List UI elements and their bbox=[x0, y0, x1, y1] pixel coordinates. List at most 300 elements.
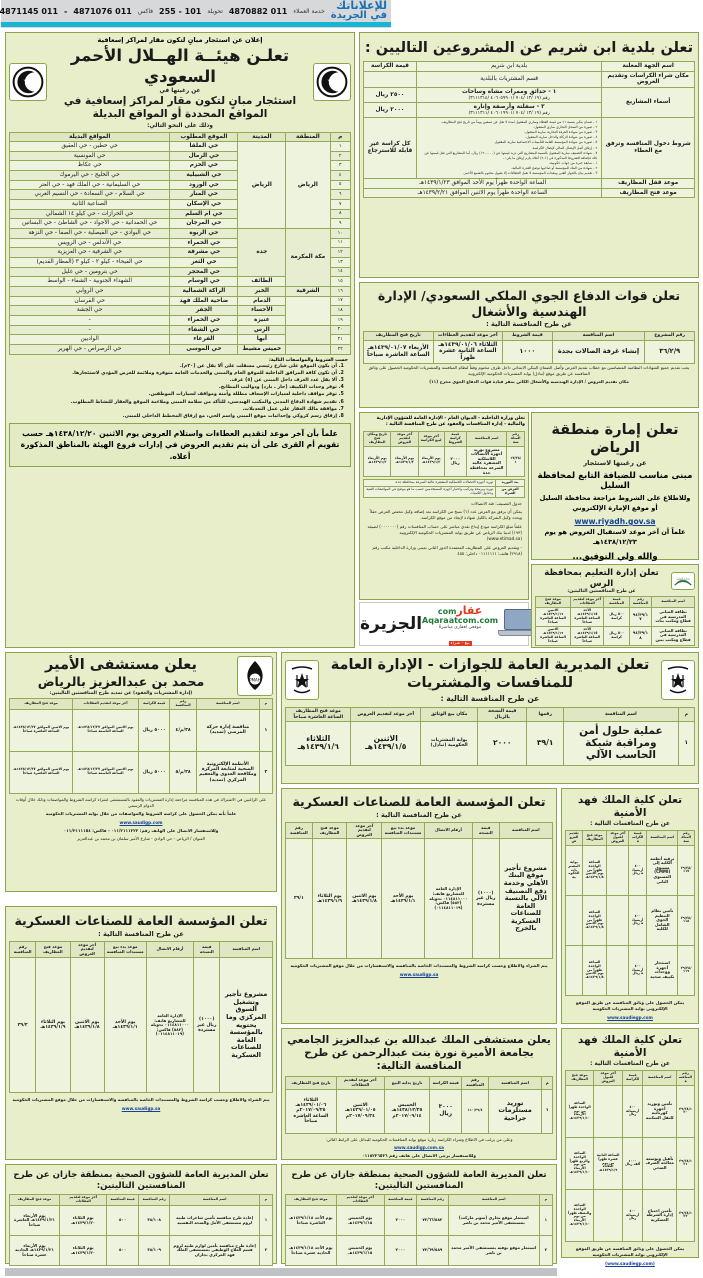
row-extra-nonrefundable: كل كراسة غير قابلة للاسترجاع bbox=[364, 117, 417, 178]
cell-accept-deadline bbox=[594, 1085, 622, 1137]
red-crescent-title: تعلـن هيئــة الهــلال الأحمر السعودي bbox=[70, 46, 290, 86]
cell-required-location: حي الحمراء bbox=[170, 238, 238, 248]
col-tender-number: رقم المنافسة bbox=[629, 597, 651, 608]
cell-required-location: حي الإسكان bbox=[170, 200, 238, 210]
cell-accept-deadline: الساعة الثانية عشرة ظهراً من يوم الثلاثاء ١٤٣٩/١/٩هـ bbox=[594, 1137, 622, 1189]
cell-tender-name: مشروع تأجير موقع البنك الأهلي وخدمة دفع التصنيف الآلي بالنسبة العامة للصناعات العسكرية بالخرج bbox=[499, 839, 552, 959]
table-row bbox=[10, 1206, 273, 1236]
cell-bid-deadline: يوم الاثنين الموافق ١٤٣٨/١٢/٢٧هـ الساعة التاسعة صباحاً bbox=[73, 709, 139, 751]
cell-contact-numbers: الإدارة العامة للمشاريع هاتف: ٠١١٤٨١١٠٠٠ تحويلة (٥٨٢) فاكس: (٠١١٤٨١١٠١٩) bbox=[146, 958, 193, 1093]
cell-index: ٩ bbox=[330, 219, 350, 229]
cell-tender-name: استثمار موقع بوفيه بمستشفى الأمير محمد بن ناصر bbox=[448, 1236, 539, 1266]
note-line: جدول التصنيف: فئة الاتصالات bbox=[471, 500, 522, 506]
table-header-row bbox=[364, 332, 695, 340]
col-open-date-place: تاريخ ومكان فتح المظاريف bbox=[364, 431, 391, 446]
kah-title-1: يعلن مستشفى الملك عبدالله بن عبدالعزيز الجامعي bbox=[287, 1034, 551, 1046]
cell-submit-offers bbox=[566, 895, 583, 945]
cell-index: ١ bbox=[678, 721, 694, 765]
red-crescent-table bbox=[9, 132, 351, 355]
col-index: م bbox=[330, 132, 350, 142]
col-tender-name: اسم المنافسة bbox=[647, 831, 678, 846]
col-booklet-price: قيمة الكراسة bbox=[622, 1071, 643, 1086]
col-bid-deadline: آخر موعد لتقديم العطاءات bbox=[73, 699, 139, 710]
condition-item: 6. تقديم شهادة الدفاع المدني والمكتب الهندسي، للتأكد من سلامة المبنى وملاءمة الموقع والعقار للنشاط المطلوب. bbox=[11, 399, 337, 406]
cell-tender-number: ٣٨/م/٥ bbox=[170, 751, 196, 793]
jazan-1-table bbox=[9, 1194, 273, 1266]
ad-king-fahd-college-1 bbox=[561, 788, 699, 1024]
col-open-date: تاريخ فتح المظاريف bbox=[286, 1077, 337, 1089]
kfc2-note: يمكن الحصول على وثائق المنافسة عن طريق الموقع الإلكتروني بوابة المشتريات الحكومية bbox=[575, 1245, 685, 1258]
row-label-close-date: موعد قفل المظاريف bbox=[602, 179, 695, 189]
red-crescent-conditions-heading: حسب الشروط والمواصفات التالية: bbox=[268, 357, 348, 363]
table-row bbox=[364, 62, 695, 72]
table-row bbox=[10, 709, 273, 751]
cell-tender-number: ١٧/٣٨/١ bbox=[507, 446, 525, 477]
cell-index: ١ bbox=[259, 709, 272, 751]
cell-envelope-open-date: الأربعاء ١٤٣٩/٠١/٠٧هـ الساعة العاشرة صباحاً bbox=[364, 340, 434, 363]
col-index: م bbox=[539, 1195, 552, 1206]
cell-tender-value: ٥٠٠ ريال كراسة bbox=[604, 608, 629, 627]
cell-index: ٥ bbox=[330, 180, 350, 190]
cell-alternative-locations: حي المونسية bbox=[10, 151, 170, 161]
cell-alternative-locations: الصناعية الثانية bbox=[10, 200, 170, 210]
table-header-row bbox=[536, 597, 695, 608]
red-crescent-logo-secondary bbox=[9, 63, 47, 101]
ad-king-abdullah-hospital bbox=[281, 1028, 557, 1160]
col-tender-name: اسم المنافسة bbox=[564, 708, 679, 722]
table-row bbox=[364, 117, 695, 178]
col-required-location: الموقع المطلوب bbox=[170, 132, 238, 142]
cell-index: ١٨ bbox=[330, 306, 350, 316]
military-2-title: تعلن المؤسسة العامة للصناعات العسكرية bbox=[14, 913, 268, 928]
riyadh-emirate-body-4: والله ولي التوفيق... bbox=[572, 551, 658, 562]
row-value-close-date: الساعة الواحدة ظهراً يوم الأحد الموافق ١٤٣٩/١/٢٣هـ bbox=[364, 179, 602, 189]
cell-tender-name: مشروع توريد أجهزة الاتصالات اللاسلكية المشفرة عالية السرعة بمحافظة جدة bbox=[467, 446, 507, 477]
masthead-brand-line2: في الجريدة bbox=[330, 10, 387, 21]
cell-booklet-price: ٤٠٠ أربعمائة ريال bbox=[622, 1085, 643, 1137]
table-row bbox=[10, 958, 273, 1093]
cell-offer-deadline: يوم الأربعاء ١٤٣٩/١/٣هـ bbox=[391, 446, 418, 477]
cell-tender-number: ٣٩/٣٨/١٢٠ bbox=[676, 1085, 694, 1137]
col-tender-number: رقم المنافسة bbox=[138, 1195, 170, 1206]
project-2-price: ٢٠٠٠ ريال bbox=[364, 103, 417, 118]
cell-required-location: حي الرمال bbox=[170, 151, 238, 161]
cell-alternative-locations: حي السلام - حي السعادة - حي النسيم الغربي bbox=[10, 190, 170, 200]
cell-required-location: حي الوسام bbox=[170, 277, 238, 287]
cell-alternative-locations: الشهداء الجنوبية - الشفاء - الواسط bbox=[10, 277, 170, 287]
col-tender-name: اسم المنافسة bbox=[488, 1077, 541, 1089]
red-crescent-sub2: استئجار مبانٍ لتكون مقار لمراكز إسعافية في المواقع المحددة أو المواقع البديلة bbox=[63, 95, 297, 121]
table-row bbox=[364, 179, 695, 189]
table-header-row bbox=[286, 708, 695, 722]
cell-open-date: الساعة الواحدة ظهراً من يوم الاثنين ١٤٣٩/١/٨هـ bbox=[582, 945, 607, 995]
col-offer-deadline: آخر موعد لتقديم العروض bbox=[391, 431, 418, 446]
scope-label: الغرض من الشراء bbox=[496, 487, 525, 498]
cell-open-date: الاثنين ١٤٣٩/١/١٦هـ الساعة العاشرة صباحاً bbox=[536, 626, 571, 645]
col-copy-price: قيمة النسخة bbox=[194, 941, 220, 958]
conditions-cell bbox=[416, 117, 601, 178]
cell-tender-number: ٣٨/١٠٩ bbox=[138, 1236, 170, 1266]
col-open-date: موعد فتح المظاريف bbox=[10, 1195, 60, 1206]
cell-index: ٤ bbox=[330, 171, 350, 181]
cell-required-location: حي الربوة bbox=[170, 229, 238, 239]
table-header-row bbox=[286, 1195, 553, 1206]
cell-index: ١٠ bbox=[330, 229, 350, 239]
table-row bbox=[536, 608, 695, 627]
cell-bid-deadline: يوم الثلاثاء ١٤٣٩/١/٢٠هـ bbox=[60, 1236, 107, 1266]
row-label-purchase-place: مكان شراء الكراسات وتقديم العروض bbox=[602, 71, 695, 87]
air-defense-note-2: مكان تقديم العروض / الإدارة الهندسية والأشغال الكائن بمقر قيادة قوات الدفاع الجوي مخرج (١١) bbox=[429, 379, 629, 385]
spec-label: بند التوريد bbox=[496, 480, 525, 487]
table-row bbox=[10, 296, 351, 306]
cell-index: ١٥ bbox=[330, 277, 350, 287]
cell-tender-name: عملية حلول أمن ومراقبة شبكة الحاسب الآلي bbox=[564, 721, 679, 765]
cell-tender-number: ٣٩/٣٨/١٢٢ bbox=[676, 1189, 694, 1241]
cell-tender-number: ٣٨/م/٤ bbox=[170, 709, 196, 751]
cell-required-location: الجفر bbox=[170, 306, 238, 316]
table-row bbox=[286, 1236, 553, 1266]
cell-offer-deadline: الاثنين ١٤٣٩/١/٥هـ bbox=[351, 721, 421, 765]
cell-bid-deadline: يوم الخميس ١٤٣٩/١/١٥هـ bbox=[336, 1236, 384, 1266]
saudi-emblem-logo-secondary bbox=[285, 660, 319, 700]
ad-king-fahd-college-2 bbox=[561, 1028, 699, 1266]
kah-link[interactable]: www.saudigp.com.sa bbox=[394, 1144, 444, 1150]
condition-item: ٢ - شهادة من البنك للمؤسسة أو صاحبها توضح القدرة المالية. bbox=[511, 165, 598, 170]
aqar-badge: بيع - شراء bbox=[450, 640, 470, 646]
table-row bbox=[566, 945, 695, 995]
kah-contact: وللاستفسار يرجى الاتصال على هاتف رقم ٠١١٨٢٢٦٥٣٦ bbox=[362, 1153, 476, 1159]
cell-alternative-locations: حي عكاظ bbox=[10, 161, 170, 171]
col-tender-number: رقمها bbox=[527, 708, 564, 722]
table-row bbox=[364, 88, 695, 103]
cell-index: ١٧ bbox=[330, 296, 350, 306]
col-offer-deadline: آخر موعد لتقديم العروض bbox=[347, 822, 382, 839]
cell-required-location: حي الموسى bbox=[170, 344, 238, 354]
cell-booklet-price: ٥٠٠٠ ريال bbox=[138, 751, 170, 793]
col-tender-number: رقم المنافسة bbox=[416, 1195, 448, 1206]
cell-city: عنيزة bbox=[238, 315, 286, 325]
col-booklet-price: قيمة الكراسة bbox=[629, 831, 647, 846]
interior-ministry-table bbox=[363, 431, 525, 477]
masthead-ext: 101 - 255 bbox=[159, 6, 202, 16]
col-open-date: موعد فتح المظاريف bbox=[312, 822, 347, 839]
table-row bbox=[286, 1089, 553, 1133]
cell-open-date: الاثنين ١٤٣٩/١/١٦هـ الساعة العاشرة صباحاً bbox=[536, 608, 571, 627]
ad-military-industries-1 bbox=[281, 788, 557, 1024]
hospital-logo bbox=[237, 656, 273, 696]
col-bid-deadline: آخر موعد لتقديم العطاءات bbox=[571, 597, 604, 608]
cell-copy-price: ٢٠٠٠ bbox=[478, 721, 527, 765]
military-2-link[interactable]: www.saudigp.sa bbox=[121, 1105, 161, 1111]
cell-open-date: يوم الثلاثاء ١٤٣٩/١/٩هـ bbox=[36, 958, 70, 1093]
interior-ministry-notes bbox=[363, 500, 525, 558]
col-tender-number: رقم المنافسة bbox=[170, 699, 196, 710]
col-envelope-open-date: تاريخ فتح المظاريف bbox=[364, 332, 434, 340]
col-tender-number: رقم المنافسة bbox=[676, 1071, 694, 1086]
cell-bid-deadline: يوم الثلاثاء ١٤٣٩/١/٢٠هـ bbox=[60, 1206, 107, 1236]
cell-tender-name: إعادة طرح منافسة تأمين شاغرات طبية لزوم مستشفى الأمل والصحة النفسية bbox=[170, 1206, 259, 1236]
cell-tender-number: ١١٠/٣٩/٤ bbox=[462, 1089, 489, 1133]
kfc1-table bbox=[565, 830, 695, 996]
riyadh-emirate-sub: عن رغبتها لاستئجار bbox=[583, 459, 647, 468]
red-crescent-deadline-note: علماً بأن آخر موعد لتقديم العطاءات واستلام العروض يوم الاثنين ١٤٣٨/١٢/٢٠هـ حسب تقويم أم القرى على أن يتم تقديم العروض في إدارات فروع الهيئة بالمناطق المذكورة أعلاه. bbox=[9, 423, 351, 467]
masthead-separator: - bbox=[64, 6, 68, 16]
kfc1-title: تعلن كلية الملك فهد الأمنية bbox=[577, 794, 683, 820]
hospital-link[interactable]: www.saudigp.com bbox=[119, 819, 163, 825]
col-project-number: رقم المشروع bbox=[645, 332, 695, 340]
cell-alternative-locations: حي الفرسان bbox=[10, 296, 170, 306]
project-2-name: ٢ - سفلتة وأرصفة وإنارة bbox=[473, 104, 545, 111]
ad-passports-directorate bbox=[281, 652, 699, 784]
kfc1-note: يمكن الحصول على وثائق المنافسة عن طريق الموقع الإلكتروني بوابة المشتريات الحكومية bbox=[575, 999, 685, 1012]
aqar-brand-com: com bbox=[437, 606, 457, 616]
col-tender-number: رقم المنافسة bbox=[678, 831, 695, 846]
ad-rass-education bbox=[531, 564, 699, 648]
project-1-name: ١ - حدائق وممرات مشاة وساحات bbox=[462, 89, 557, 96]
military-1-title: تعلن المؤسسة العامة للصناعات العسكرية bbox=[292, 794, 546, 809]
passports-table bbox=[285, 707, 695, 766]
military-2-note: يتم الشراء والاطلاع وحسب كراسة الشروط والمستندات الخاصة بالمنافسة والاستفسارات من خلال موقع المشتريات الحكومية bbox=[12, 1097, 270, 1103]
cell-city: الرس bbox=[238, 325, 286, 335]
col-accept-deadline: آخر موعد لقبول العروض bbox=[607, 831, 629, 846]
kah-table bbox=[285, 1076, 553, 1133]
cell-project-number: ٣٦/٢/٩ bbox=[645, 340, 695, 363]
kfc2-title: تعلن كلية الملك فهد الأمنية bbox=[577, 1034, 683, 1060]
cell-open-date: الساعة الواحدة ظهراً من يوم الأربعاء ١٤٣٩/١/١٠هـ bbox=[566, 1085, 594, 1137]
spec-value: توريد أجهزة الاتصالات اللاسلكية المشفرة عالية السرعة بمحافظة جدة bbox=[364, 480, 496, 487]
col-city: المدينة bbox=[238, 132, 286, 142]
col-open-date: موعد فتح المظاريف الساعة العاشرة صباحاً bbox=[286, 708, 351, 722]
cell-tender-number: ٩٤/٣٩/١٨ bbox=[629, 626, 651, 645]
cell-contact-numbers: الإدارة العامة للمشاريع هاتف: ٠١١٤٨١١٠٠٠ تحويلة (٥٨٢) فاكس: (٠١١٤٨١١٠١٩) bbox=[424, 839, 472, 959]
table-header-row bbox=[566, 831, 695, 846]
interior-ministry-title: تعلن وزارة الداخلية - الديوان العام - الإدارة العامة للشؤون الإدارية والمالية - إدارة المنافسات والعقود عن طرح المنافسة التالية : bbox=[376, 416, 525, 428]
row-extra-blank bbox=[364, 71, 417, 87]
cell-required-location: حي المرجان bbox=[170, 219, 238, 229]
col-conditions-price: قيمة الشروط bbox=[503, 332, 553, 340]
cell-required-location: حي مشرفة bbox=[170, 248, 238, 258]
table-header-row bbox=[10, 699, 273, 710]
cell-tender-number: ٩٤/٣٩/١٧ bbox=[629, 608, 651, 627]
col-tender-name: اسم المنافسة bbox=[220, 941, 273, 958]
table-row bbox=[10, 325, 351, 335]
condition-item: ٢ - صورة من السجل التجاري ساري المفعول. bbox=[533, 125, 598, 130]
cell-booklet-price: ٤٠٠ أربعمائة ريال bbox=[622, 1189, 643, 1241]
cell-required-location: الراكة الشمالية bbox=[170, 287, 238, 297]
cell-submit-offers: بوابة المشتريات الحكومية bbox=[566, 845, 583, 895]
riyadh-emirate-link[interactable]: www.riyadh.gov.sa bbox=[574, 517, 656, 527]
table-row bbox=[10, 287, 351, 297]
row-value-open-date: الساعة الواحدة ظهراً يوم الاثنين الموافق ١٤٣٩/٢/٢١هـ bbox=[364, 188, 602, 198]
hospital-sub: (إدارة المشتريات والعقود) عن تمديد طرح المنافستين التاليتين: bbox=[49, 690, 193, 696]
cell-required-location: حي الورود bbox=[170, 180, 238, 190]
cell-tender-name: مشروع تأجير وتشغيل السوق المركزي وما يحتويه بالمؤسسة العامة للصناعات العسكرية bbox=[220, 958, 273, 1093]
svg-text:PMAH: PMAH bbox=[249, 677, 261, 683]
advertisement-banner[interactable] bbox=[359, 602, 529, 646]
laptop-icon bbox=[498, 609, 528, 639]
row-value-purchase-place: قسم المشتريات بالبلدية bbox=[416, 71, 601, 87]
condition-item: ١ - ضمان بنكي بنسبة ١٪ من قيمة العطاء وساري المفعول لمدة لا تقل عن تسعين يوماً من تاريخ فتح المظاريف. bbox=[441, 119, 598, 124]
cell-bid-deadline: يوم الخميس ١٤٣٩/١/١٥هـ bbox=[336, 1206, 384, 1236]
rass-education-sub: عن طرح المنافستين التاليتين: bbox=[567, 589, 636, 595]
col-tender-name: اسم المنافسة bbox=[643, 1071, 677, 1086]
table-row bbox=[364, 340, 695, 363]
condition-item: ٣ - تقديم بيان بالجهاز الفني ومعدات المؤسسة لا تقبل العطاءات إلا بقبول مختوم بالشمع الأحمر. bbox=[462, 171, 598, 176]
cell-offer-deadline: يوم الاثنين ١٤٣٩/١/٨هـ bbox=[70, 958, 104, 1093]
cell-alternative-locations: حي السليمانية - حي الملك فهد - حي العتر bbox=[10, 180, 170, 190]
col-booklet-price: قيمة الكراسة bbox=[430, 1077, 462, 1089]
col-booklet-price: قيمة كراسة الشروط bbox=[444, 431, 467, 446]
kfc1-link[interactable]: www.saudiegp.com bbox=[607, 1014, 653, 1020]
cell-index: ٦ bbox=[330, 190, 350, 200]
col-index: م bbox=[542, 1077, 553, 1089]
cell-sale-deadline: يوم الأربعاء ١٤٣٩/١/٣هـ bbox=[418, 446, 444, 477]
cell-alternative-locations: حي الخليج - حي اليرموك bbox=[10, 171, 170, 181]
masthead-phone-main: 011 4870882 bbox=[228, 6, 288, 16]
col-tender-number: رقم المنافسة bbox=[507, 431, 525, 446]
cell-index: ١ bbox=[542, 1089, 553, 1133]
cell-city: خميس مشيط bbox=[238, 344, 286, 354]
col-tender-value: قيمة المنافسة bbox=[107, 1195, 139, 1206]
cell-booklet-price: ٢٠٠٠ ريال bbox=[444, 446, 467, 477]
col-tender-number: رقم المنافسة bbox=[10, 941, 36, 958]
cell-required-location: ضاحية الملك فهد bbox=[170, 296, 238, 306]
table-row bbox=[566, 845, 695, 895]
ad-ibn-shuraim-municipality bbox=[359, 32, 699, 278]
col-bid-deadline: آخر موعد لتقديم العطاءات bbox=[433, 332, 503, 340]
table-header-row bbox=[10, 941, 273, 958]
col-open-date: موعد فتح المظاريف bbox=[286, 1195, 337, 1206]
col-tender-name: اسم المنافسة bbox=[448, 1195, 539, 1206]
cell-booklet-price: ٤٠٠ أربعمائة ريال bbox=[629, 895, 647, 945]
kfc2-link[interactable]: (www.saudiegp.com) bbox=[605, 1260, 655, 1266]
cell-sale-start: يوم الأحد ١٤٣٩/١/١هـ bbox=[382, 839, 425, 959]
cell-index: ٢ bbox=[259, 1236, 272, 1266]
cell-docs-place: بوابة المشتريات الحكومية (تباذل) bbox=[421, 721, 478, 765]
table-row bbox=[364, 71, 695, 87]
cell-index: ٢ bbox=[330, 151, 350, 161]
condition-item: 5. توفر مواقف داخلية لسيارات الإسعاف مظللة وآمنة ومواقف لسيارات الموظفين. bbox=[11, 391, 337, 398]
cell-alternative-locations: حي الرصراص - حي الهرير bbox=[10, 344, 170, 354]
hospital-title-1: يعلن مستشفى الأمير bbox=[45, 657, 197, 674]
table-header-row bbox=[364, 431, 525, 446]
ad-interior-ministry bbox=[359, 412, 529, 600]
cell-booklet-price: ٤٠٠ أربعمائة ريال bbox=[629, 945, 647, 995]
condition-item: ٤ - صورة من شهادة الزكاة والدخل سارية المفعول. bbox=[525, 135, 598, 140]
kah-title-2: بجامعة الأميرة نورة بنت عبدالرحمن عن طرح المنافسة التالية: bbox=[304, 1047, 534, 1073]
table-row bbox=[364, 487, 525, 498]
saudi-emblem-logo bbox=[661, 660, 695, 700]
ad-riyadh-emirate bbox=[531, 412, 699, 560]
ibn-shuraim-table bbox=[363, 61, 695, 198]
col-alternative-locations: المواقع البديلة bbox=[10, 132, 170, 142]
cell-accept-deadline bbox=[594, 1189, 622, 1241]
col-booklet-price: قيمة الكراسة bbox=[138, 699, 170, 710]
cell-booklet-price: ٥٠٠٠ ريال bbox=[138, 709, 170, 751]
cell-region: الرياض bbox=[286, 142, 330, 229]
cell-alternative-locations: حي الحمدانية - حي الأجواد - حي الشاطئ - حي البساتين bbox=[10, 219, 170, 229]
education-logo bbox=[671, 572, 695, 590]
col-tender-number: رقم المنافسة bbox=[286, 822, 313, 839]
row-label-conditions: شروط دخول المنافسة وترفق مع العطاء bbox=[602, 117, 695, 178]
condition-item: 3. ألا يقل عدد الغرف داخل المبنى عن (٥) غرف. bbox=[11, 377, 337, 384]
riyadh-emirate-body-3: علماً أن آخر موعد لاستقبال العروض هو يوم ١٤٣٨/١٢/٢٣هـ bbox=[544, 528, 686, 546]
cell-index: ٣ bbox=[330, 161, 350, 171]
col-tender-value: قيمة المنافسة bbox=[604, 597, 629, 608]
cell-tender-number: ٧٢/٦٩/٥٨٩ bbox=[416, 1236, 448, 1266]
cell-index: ٢٢ bbox=[330, 344, 350, 354]
kfc1-sub: عن طرح المنافسات التالية : bbox=[590, 821, 670, 828]
cell-sale-start: يوم الأحد ١٤٣٩/١/١هـ bbox=[104, 958, 146, 1093]
cell-open-date: الثلاثاء ١٤٣٩/١/٦هـ bbox=[286, 721, 351, 765]
cell-index: ٨ bbox=[330, 209, 350, 219]
table-row bbox=[364, 446, 525, 477]
aqar-brand-ar: عقار bbox=[456, 603, 483, 617]
col-sale-deadline: آخر موعد لبيع الكراسة bbox=[418, 431, 444, 446]
cell-region bbox=[286, 325, 330, 344]
cell-tender-name: تأمين نظام التنظيم الجوي الشامل للكلية bbox=[647, 895, 678, 945]
cell-index: ١٩ bbox=[330, 315, 350, 325]
condition-item: ٥ - صورة من شهادة المؤسسة العامة للتأمينات الاجتماعية سارية المفعول. bbox=[493, 140, 598, 145]
cell-index: ١ bbox=[259, 1206, 272, 1236]
scope-value: توريد وبرمجة وتركيب واختبار أجهزة المستخدمين حسب ما هو موضح في المواصفات الفنية وجداول الكميات bbox=[364, 487, 496, 498]
cell-bid-deadline: الثلاثاء ١٤٣٩/٠١/٠٦هـ الساعة الثانية عشرة ظهراً bbox=[433, 340, 503, 363]
military-1-link[interactable]: www.saudigp.sa bbox=[399, 971, 439, 977]
air-defense-title: تعلن قوات الدفاع الجوي الملكي السعودي/ الإدارة الهندسية والأشغال bbox=[377, 288, 681, 319]
cell-city: أبها bbox=[238, 335, 286, 345]
riyadh-emirate-title: تعلن إمارة منطقة الرياض bbox=[551, 422, 679, 457]
ad-jazan-health-2 bbox=[281, 1164, 557, 1264]
air-defense-sub: عن طرح المنافسة التالية : bbox=[486, 320, 572, 329]
condition-item: ٦ - إرفاق أصل الإيصال المالي لإيصال الكراسة. bbox=[531, 145, 598, 150]
cell-required-location: حي المحجر bbox=[170, 267, 238, 277]
col-tender-number: رقم المنافسة bbox=[462, 1077, 489, 1089]
masthead-brand bbox=[331, 1, 387, 21]
col-open-date: موعد فتح المظاريف bbox=[566, 1071, 594, 1086]
col-contact-numbers: أرقام الاتصال bbox=[146, 941, 193, 958]
cell-booklet-price: ٤٠٠ أربعمائة ريال bbox=[629, 845, 647, 895]
cell-alternative-locations: حي بترومين - حي غليل bbox=[10, 267, 170, 277]
cell-required-location: حي ام السلم bbox=[170, 209, 238, 219]
cell-alternative-locations: حي الأندلس - حي الرويس bbox=[10, 238, 170, 248]
cell-tender-name: ترقية أنظمة الكلية إلى مستوى (CMMI) المستوى الثاني bbox=[647, 845, 678, 895]
jazan-1-title: تعلن المديرية العامة للشؤون الصحية بمنطقة جازان عن طرح المنافستين التاليتين: bbox=[13, 1170, 269, 1191]
table-row bbox=[10, 142, 351, 152]
col-tender-value: قيمة المنافسة bbox=[384, 1195, 416, 1206]
col-sale-start-date: تاريخ بداية البيع bbox=[384, 1077, 429, 1089]
hospital-note-2: علماً بأنه يمكن الحصول على كراسة الشروط والمواصفات من خلال بوابة المشتريات الحكومية bbox=[45, 811, 237, 817]
cell-alternative-locations: حي الفيحاء - كيلو ٢ - كيلو ٣ (المطار القديم) bbox=[10, 258, 170, 268]
cell-required-location: حي الشفاء bbox=[170, 325, 238, 335]
aqar-url: Aqaraatcom.com bbox=[422, 616, 499, 626]
cell-tender-name: نظافة المباني المدرسية في قطاع ومكتب بنين bbox=[652, 626, 695, 645]
table-row bbox=[536, 626, 695, 645]
cell-submit-offers bbox=[566, 945, 583, 995]
cell-index: ١ bbox=[539, 1206, 552, 1236]
cell-required-location: حي المنار bbox=[170, 190, 238, 200]
table-row bbox=[286, 839, 553, 959]
cell-required-location: حي الحزم bbox=[170, 161, 238, 171]
cell-open-date: يوم الاثنين الموافق ١٤٣٨/١٢/٢٧هـ الساعة العاشرة صباحاً bbox=[10, 751, 73, 793]
jazirah-logo: الجزيرة bbox=[360, 614, 423, 634]
masthead-brand-line1: للإعلاناتك bbox=[336, 0, 387, 12]
condition-item: 4. توفر وحدات التكييف (حار ـ بارد) ودواليب المطابخ. bbox=[11, 384, 337, 391]
newspaper-tenders-page bbox=[1, 0, 703, 1278]
cell-index: ١١ bbox=[330, 238, 350, 248]
cell-index: ١٢ bbox=[330, 248, 350, 258]
condition-item: ٣ - صورة من شهادة الغرفة التجارية سارية المفعول. bbox=[524, 130, 598, 135]
cell-required-location: حي الشبيلية bbox=[170, 171, 238, 181]
